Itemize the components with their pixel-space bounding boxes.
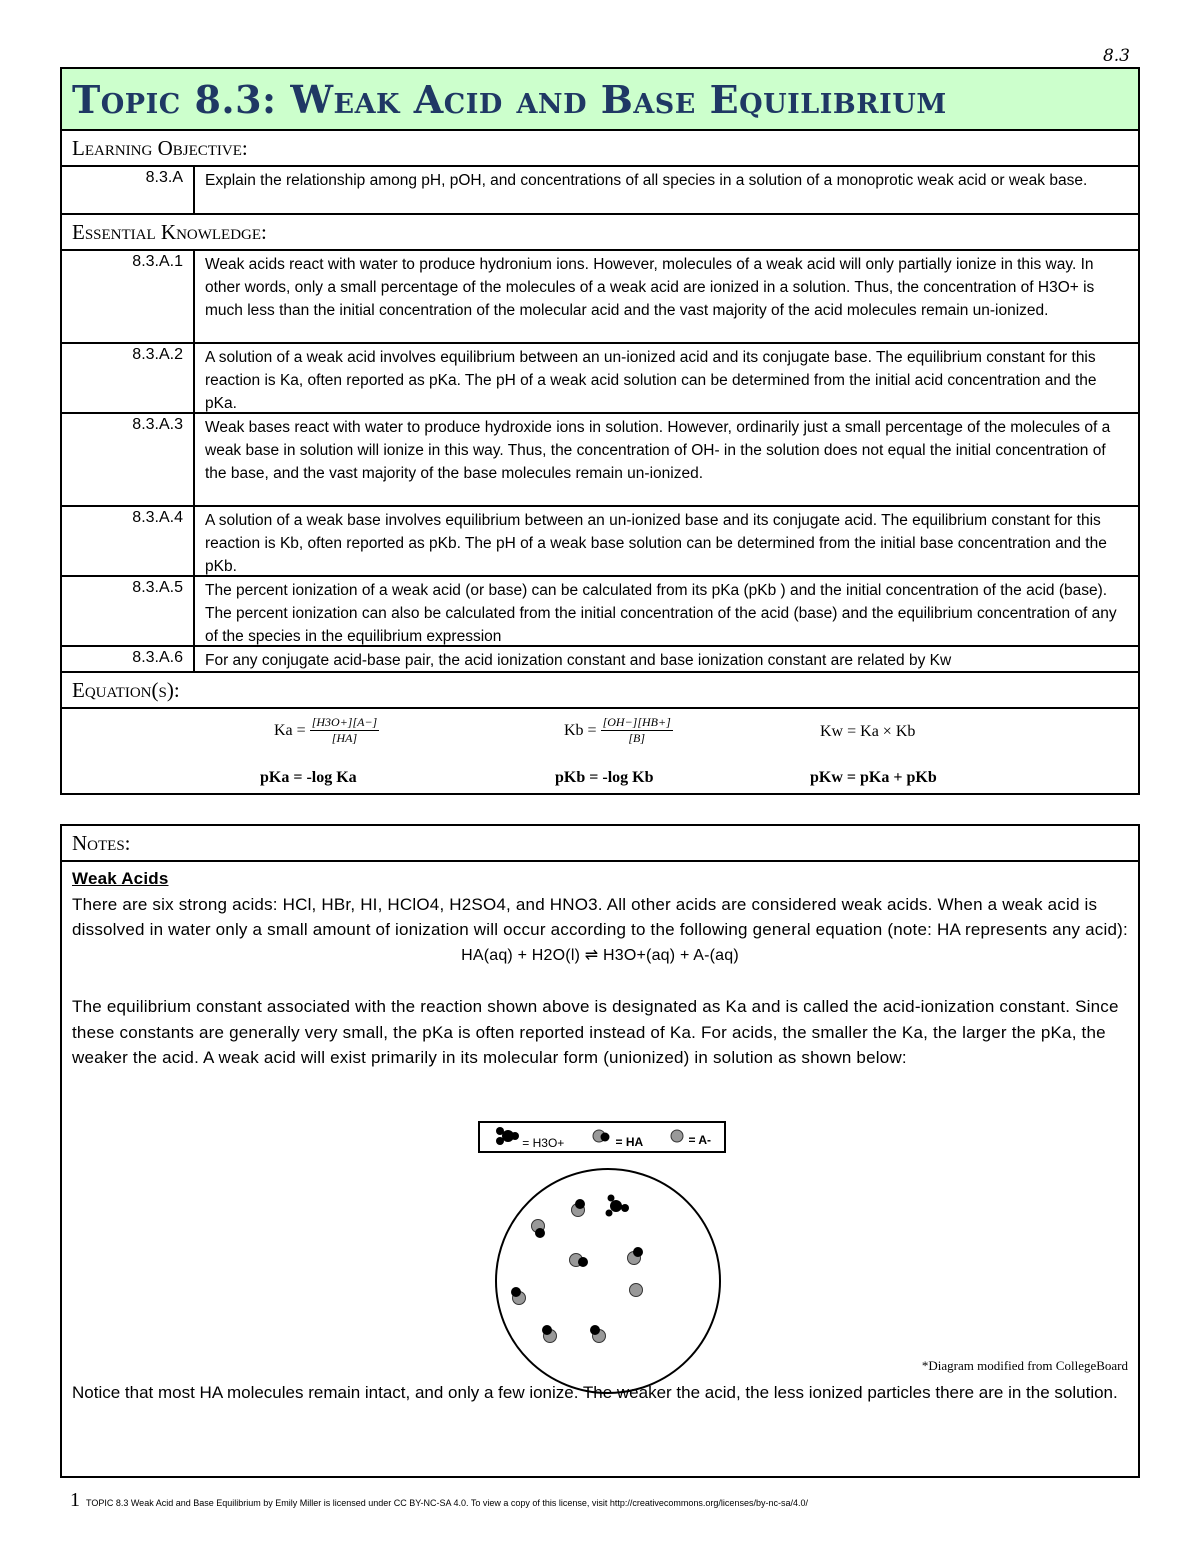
ha-icon (590, 1126, 612, 1146)
ionization-reaction: HA(aq) + H2O(l) ⇌ H3O+(aq) + A-(aq) (461, 946, 739, 964)
a-minus-ion (630, 1284, 643, 1297)
kb-numerator: [OH−][HB+] (602, 715, 671, 729)
essential-knowledge-heading: Essential Knowledge: (62, 215, 1138, 251)
legend-h3o: = H3O+ (493, 1125, 564, 1150)
ha-molecule (542, 1325, 557, 1343)
knowledge-text: A solution of a weak acid involves equilibrium between an un-ionized acid and its conjugate base. The equilibrium constant for this reaction is Ka, often reported as pKa. The pH of a weak acid solution can be determined from the initial acid concentration and the pKa. (205, 349, 1097, 412)
page-title: Topic 8.3: Weak Acid and Base Equilibrium (72, 76, 947, 122)
equations-heading: Equation(s): (62, 673, 1138, 709)
knowledge-code: 8.3.A.1 (62, 251, 195, 342)
equations-area (62, 709, 1138, 793)
pkb-equation: pKb = -log Kb (555, 769, 654, 786)
notes-paragraph-1: There are six strong acids: HCl, HBr, HI, HClO4, H2SO4, and HNO3. All other acids are considered weak acids. When a weak acid is dissolved in water only a small amount of ionization will occur according to the following general equation (note: HA represents any acid): (72, 894, 1128, 939)
notes-body (62, 862, 1138, 1075)
footer-license: TOPIC 8.3 Weak Acid and Base Equilibrium by Emily Miller is licensed under CC BY-NC-SA 4.0. To view a copy of this license, visit http://creativecommons.org/licenses/by-nc-sa/4.0/ (86, 1498, 808, 1508)
legend-a: = A- (669, 1128, 711, 1147)
knowledge-code: 8.3.A.6 (62, 647, 195, 671)
knowledge-text: Weak bases react with water to produce hydroxide ions in solution. However, ordinarily just a small percentage of the molecules of a weak base in solution will ionize in this way. Thus, the concentration of OH- in the solution does not equal the initial concentration of the base, and the vast majority of the base molecules remain un-ionized. (205, 419, 1111, 482)
diagram-credit: *Diagram modified from CollegeBoard (921, 1358, 1128, 1373)
ha-molecule (590, 1325, 606, 1343)
notes-paragraph-2: The equilibrium constant associated with the reaction shown above is designated as Ka and is called the acid-ionization constant. Since these constants are generally very small, the pKa is often reported instead of Ka. For acids, the smaller the Ka, the larger the pKa, the weaker the acid. A weak acid will exist primarily in its molecular form (unionized) in solution as shown below: (72, 997, 1119, 1067)
kw-equation: Kw = Ka × Kb (820, 723, 916, 740)
knowledge-code: 8.3.A.4 (62, 507, 195, 575)
ka-fraction (310, 715, 380, 746)
ka-label: Ka = (274, 721, 306, 739)
objective-row (62, 167, 1138, 215)
knowledge-code: 8.3.A.5 (62, 577, 195, 645)
knowledge-text: Weak acids react with water to produce hydronium ions. However, molecules of a weak acid will only partially ionize in this way. In other words, only a small percentage of the molecules of a weak acid are ionized in a solution. Thus, the concentration of H3O+ is much less than the initial concentration of the molecular acid and the vast majority of the acid molecules remain un-ionized. (205, 256, 1095, 319)
diagram-legend (478, 1121, 726, 1153)
pka-equation: pKa = -log Ka (260, 769, 357, 786)
knowledge-code: 8.3.A.2 (62, 344, 195, 412)
learning-objective-heading: Learning Objective: (62, 131, 1138, 167)
solution-diagram (492, 1164, 732, 1404)
title-bar (62, 69, 1138, 131)
knowledge-text: A solution of a weak base involves equilibrium between an un-ionized base and its conjugate acid. The equilibrium constant for this reaction is Kb, often reported as pKb. The pH of a weak base solution can be determined from the initial base concentration and the pKb. (205, 512, 1107, 575)
footer-page-number: 1 (70, 1489, 80, 1511)
notes-box (60, 824, 1140, 1478)
objective-code: 8.3.A (62, 167, 195, 213)
ha-molecule (570, 1254, 589, 1268)
a-minus-icon (669, 1128, 685, 1144)
notes-subheading: Weak Acids (72, 869, 169, 888)
ha-molecule (628, 1247, 644, 1265)
knowledge-row (62, 507, 1138, 577)
ka-numerator: [H3O+][A−] (311, 715, 378, 729)
topic-summary-box (60, 67, 1140, 795)
knowledge-text: For any conjugate acid-base pair, the acid ionization constant and base ionization constant are related by Kw (205, 652, 952, 669)
kb-label: Kb = (564, 721, 597, 739)
legend-ha: = HA (590, 1126, 643, 1149)
knowledge-row (62, 414, 1138, 507)
kb-equation (564, 715, 673, 746)
h3o-molecule (606, 1195, 630, 1217)
ka-equation (274, 715, 379, 746)
page-label: 8.3 (1102, 46, 1130, 66)
knowledge-row (62, 647, 1138, 673)
knowledge-code: 8.3.A.3 (62, 414, 195, 505)
h3o-icon (493, 1125, 519, 1147)
knowledge-row (62, 577, 1138, 647)
knowledge-row (62, 251, 1138, 344)
ha-molecule (572, 1199, 586, 1217)
kb-fraction (601, 715, 673, 746)
knowledge-text: The percent ionization of a weak acid (or base) can be calculated from its pKa (pKb ) and the initial concentration of the acid (base). The percent ionization can also be calculated from the initial concentration of the acid (base) and the equilibrium concentration of any of the species in the equilibrium expression (205, 582, 1117, 645)
notes-paragraph-3: Notice that most HA molecules remain intact, and only a few ionize. The weaker the acid, the less ionized particles there are in the solution. (72, 1383, 1118, 1402)
notes-heading: Notes: (62, 826, 1138, 862)
page-footer (70, 1489, 808, 1512)
knowledge-row (62, 344, 1138, 414)
ha-molecule (532, 1220, 546, 1239)
pkw-equation: pKw = pKa + pKb (810, 769, 937, 786)
ka-denominator: [HA] (331, 731, 358, 745)
objective-text: Explain the relationship among pH, pOH, and concentrations of all species in a solution of a monoprotic weak acid or weak base. (205, 172, 1088, 189)
kb-denominator: [B] (628, 731, 646, 745)
ha-molecule (511, 1287, 526, 1305)
